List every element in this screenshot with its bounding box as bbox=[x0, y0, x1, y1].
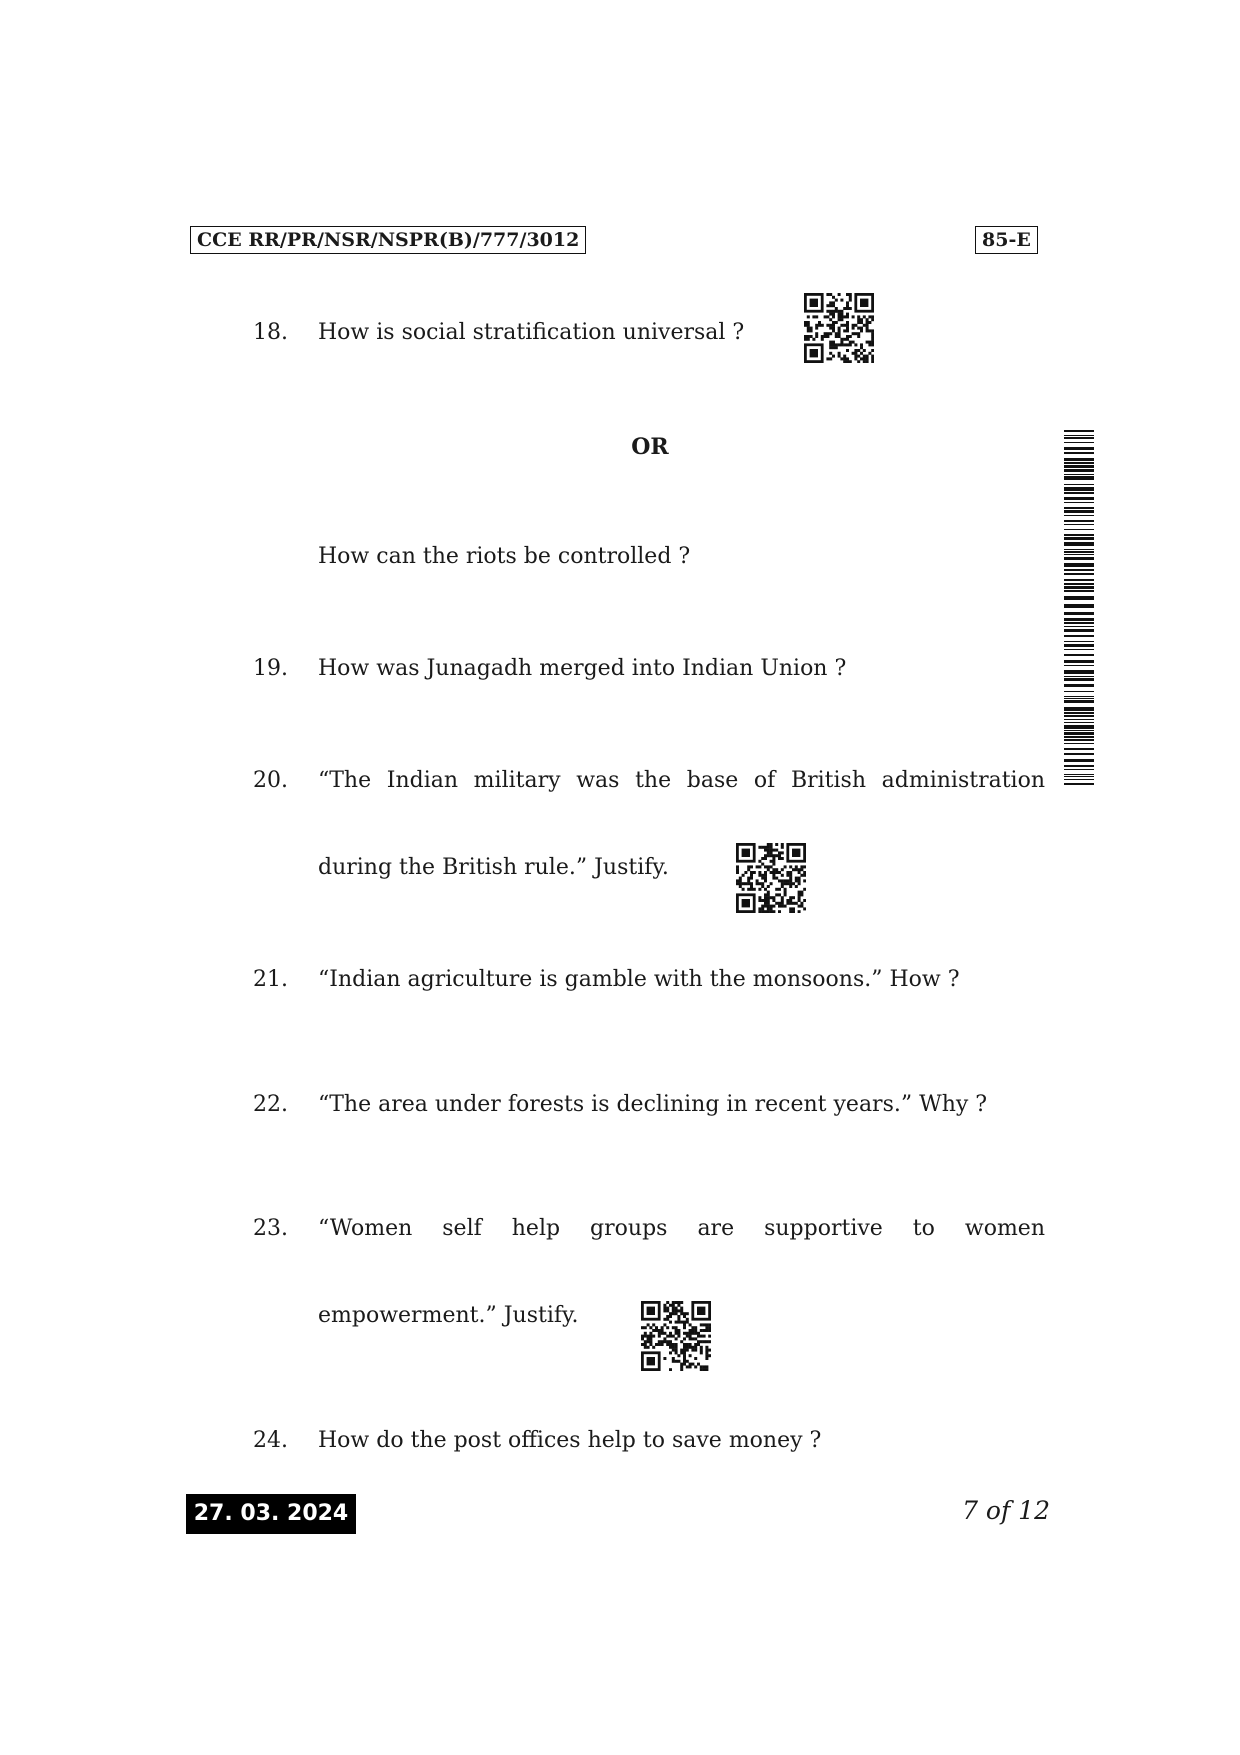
question-19-text: How was Junagadh merged into Indian Union ? bbox=[318, 656, 847, 681]
paper-code-box: 85-E bbox=[975, 226, 1038, 254]
question-20-line-2: during the British rule.” Justify. bbox=[318, 855, 669, 880]
question-20-line-1: “The Indian military was the base of British administration bbox=[318, 768, 1045, 793]
qr-code-icon bbox=[641, 1301, 711, 1371]
question-number-18: 18. bbox=[253, 320, 288, 345]
qr-code-icon bbox=[804, 293, 874, 363]
question-21-text: “Indian agriculture is gamble with the monsoons.” How ? bbox=[318, 967, 960, 992]
exam-date-badge: 27. 03. 2024 bbox=[186, 1494, 356, 1534]
question-24-text: How do the post offices help to save money ? bbox=[318, 1428, 822, 1453]
question-number-20: 20. bbox=[253, 768, 288, 793]
page-number: 7 of 12 bbox=[962, 1496, 1050, 1525]
question-23-line-2: empowerment.” Justify. bbox=[318, 1303, 579, 1328]
qr-code-icon bbox=[736, 843, 806, 913]
question-number-22: 22. bbox=[253, 1092, 288, 1117]
question-22-text: “The area under forests is declining in recent years.” Why ? bbox=[318, 1092, 988, 1117]
exam-code-box: CCE RR/PR/NSR/NSPR(B)/777/3012 bbox=[190, 226, 586, 254]
question-18-text: How is social stratification universal ? bbox=[318, 320, 745, 345]
question-18-alternative-text: How can the riots be controlled ? bbox=[318, 544, 691, 569]
question-number-24: 24. bbox=[253, 1428, 288, 1453]
barcode-icon bbox=[1064, 430, 1094, 786]
question-number-19: 19. bbox=[253, 656, 288, 681]
question-number-21: 21. bbox=[253, 967, 288, 992]
question-23-line-1: “Women self help groups are supportive to women bbox=[318, 1216, 1045, 1241]
question-number-23: 23. bbox=[253, 1216, 288, 1241]
or-separator: OR bbox=[631, 434, 669, 460]
